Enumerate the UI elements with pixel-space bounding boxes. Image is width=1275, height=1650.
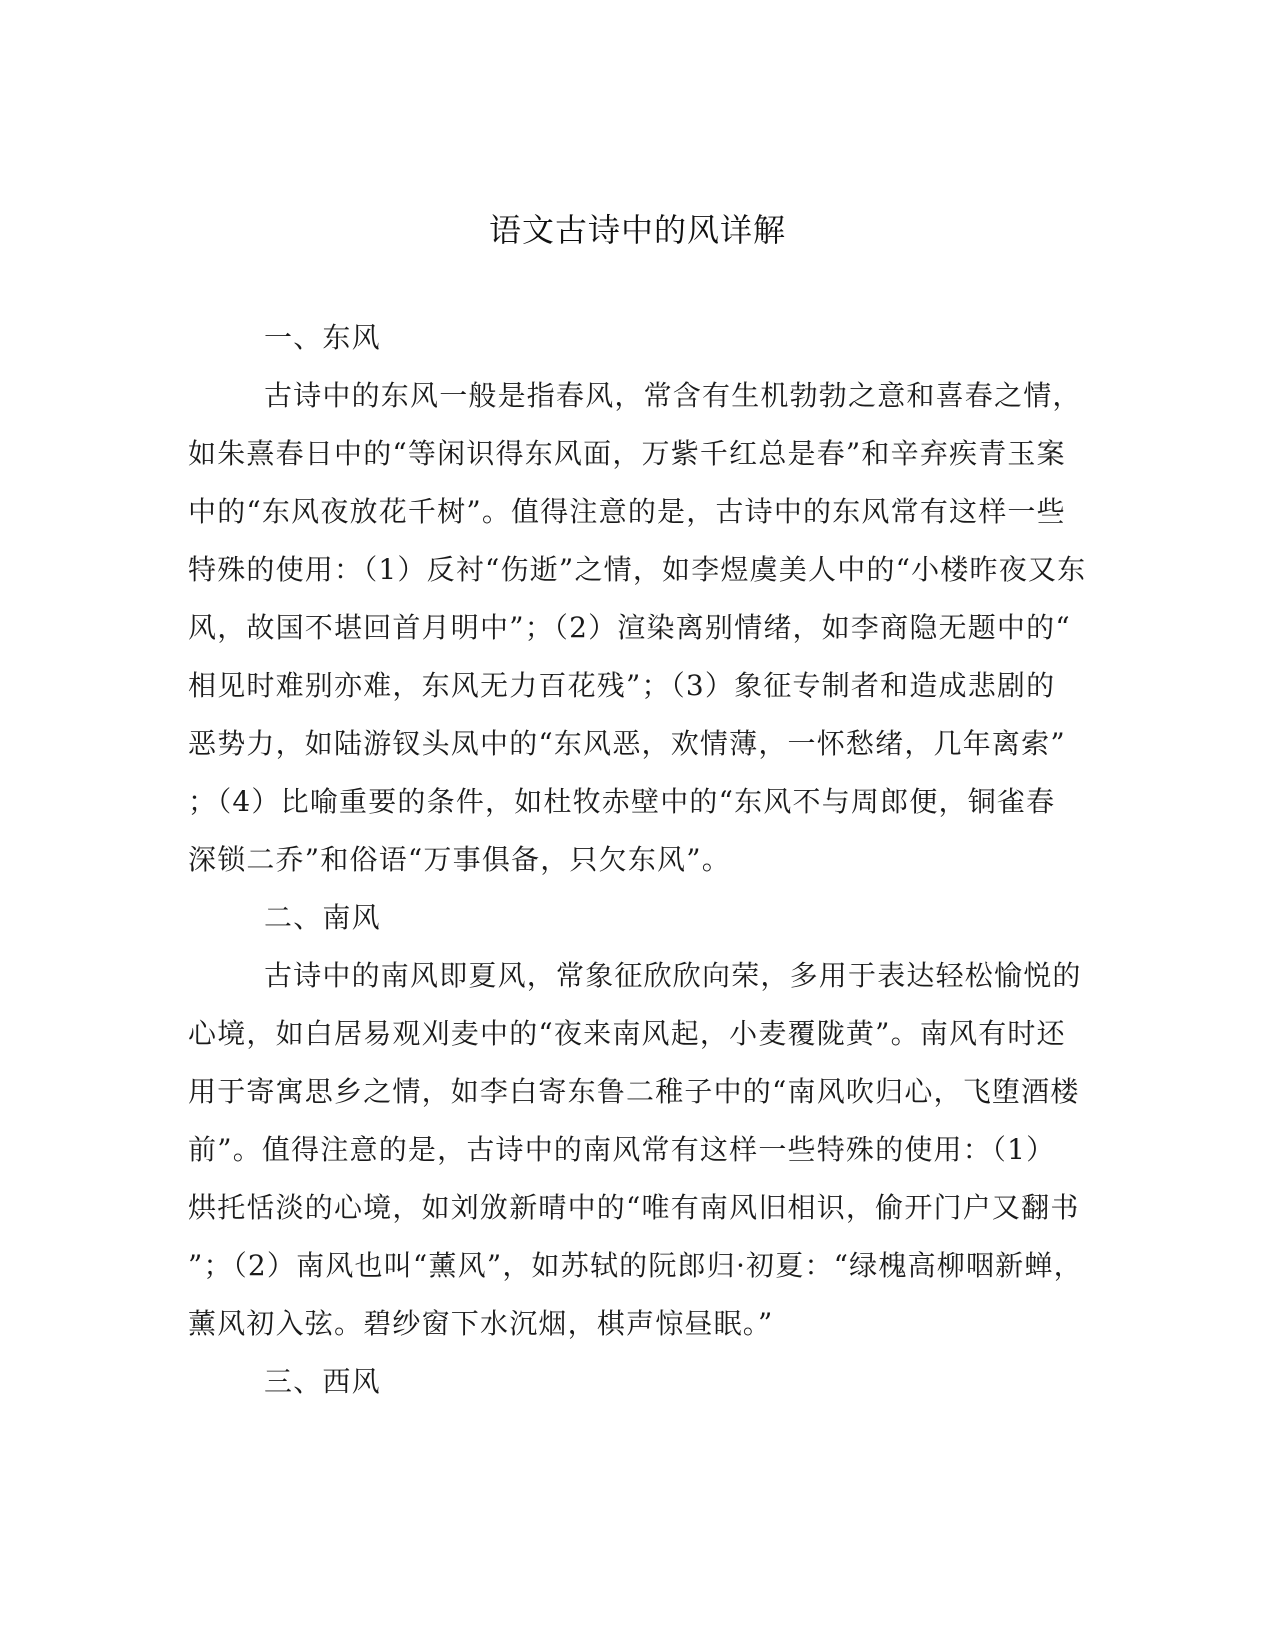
section-heading-east-wind: 一、东风	[264, 321, 381, 354]
paragraph-line: 前”。值得注意的是，古诗中的南风常有这样一些特殊的使用：（1）	[188, 1133, 1056, 1166]
paragraph-line: 古诗中的东风一般是指春风，常含有生机勃勃之意和喜春之情，	[264, 379, 1082, 412]
paragraph-line: 烘托恬淡的心境，如刘攽新晴中的“唯有南风旧相识，偷开门户又翻书	[188, 1191, 1080, 1224]
paragraph-line: 薰风初入弦。碧纱窗下水沉烟，棋声惊昼眠。”	[188, 1307, 774, 1340]
paragraph-line: 心境，如白居易观刈麦中的“夜来南风起，小麦覆陇黄”。南风有时还	[188, 1017, 1066, 1050]
paragraph-line: 如朱熹春日中的“等闲识得东风面，万紫千红总是春”和辛弃疾青玉案	[188, 437, 1066, 470]
section-heading-west-wind: 三、西风	[264, 1365, 381, 1398]
paragraph-line: 古诗中的南风即夏风，常象征欣欣向荣，多用于表达轻松愉悦的	[264, 959, 1082, 992]
paragraph-line: 深锁二乔”和俗语“万事俱备，只欠东风”。	[188, 843, 731, 876]
paragraph-line: ；（4）比喻重要的条件，如杜牧赤壁中的“东风不与周郎便，铜雀春	[188, 785, 1056, 818]
paragraph-line: 恶势力，如陆游钗头凤中的“东风恶，欢情薄，一怀愁绪，几年离索”	[188, 727, 1066, 760]
paragraph-line: 风，故国不堪回首月明中”；（2）渲染离别情绪，如李商隐无题中的“	[188, 611, 1071, 644]
page-title: 语文古诗中的风详解	[488, 211, 786, 249]
paragraph-line: 相见时难别亦难，东风无力百花残”；（3）象征专制者和造成悲剧的	[188, 669, 1056, 702]
paragraph-line: ”；（2）南风也叫“薰风”，如苏轼的阮郎归·初夏：“绿槐高柳咽新蝉，	[188, 1249, 1083, 1282]
section-heading-south-wind: 二、南风	[264, 901, 381, 934]
paragraph-line: 中的“东风夜放花千树”。值得注意的是，古诗中的东风常有这样一些	[188, 495, 1066, 528]
paragraph-line: 用于寄寓思乡之情，如李白寄东鲁二稚子中的“南风吹归心，飞堕酒楼	[188, 1075, 1080, 1108]
paragraph-line: 特殊的使用：（1）反衬“伤逝”之情，如李煜虞美人中的“小楼昨夜又东	[188, 553, 1087, 586]
